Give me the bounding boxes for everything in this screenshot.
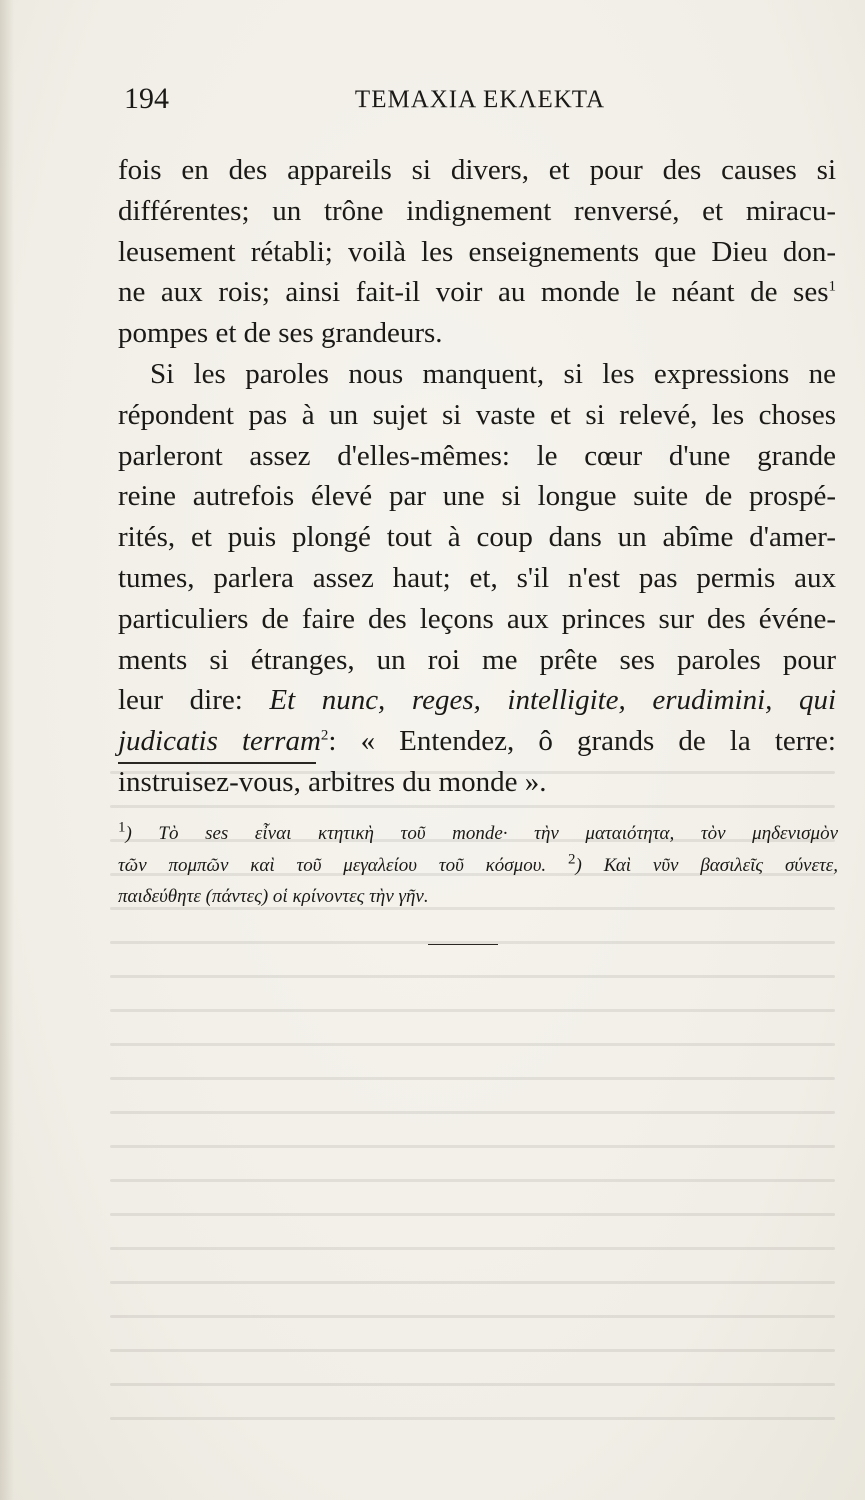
latin-quote: judicatis terram — [118, 725, 321, 758]
footnote-ref: 1 — [828, 278, 836, 295]
page-number: 194 — [124, 82, 169, 115]
footnote-line: παιδεύθητε (πάντες) οἱ κρίνοντες τὴν γῆν. — [118, 886, 429, 907]
text-line: répondent pas à un sujet si vaste et si relevé, les choses — [118, 398, 836, 431]
text-line: instruisez-vous, arbitres du monde ». — [118, 765, 547, 798]
text-segment: ne aux rois; ainsi fait-il voir au monde le néant de ses — [118, 276, 829, 309]
text-line: Si les paroles nous manquent, si les expressions ne — [150, 357, 836, 390]
footnote-line — [118, 850, 838, 882]
text-line: différentes; un trône indignement renversé, et miracu- — [118, 194, 836, 227]
latin-quote: Et nunc, reges, intelligite, erudimini, qui — [269, 684, 837, 717]
body-text — [118, 150, 836, 803]
text-segment: leur dire: — [118, 684, 270, 717]
page-binding-shadow — [0, 0, 14, 1500]
footnote-text: ) Τὸ ses εἶναι κτητικὴ τοῦ monde· τὴν ματαιότητα, τὸν μηδενισμὸν — [125, 823, 838, 844]
footnote-marker: 2 — [568, 851, 576, 868]
text-line: particuliers de faire des leçons aux princes sur des événe- — [118, 602, 836, 635]
text-line: ments si étranges, un roi me prête ses paroles pour — [118, 643, 836, 676]
text-line: leusement rétabli; voilà les enseignements que Dieu don- — [118, 235, 836, 268]
running-title: ΤΕΜΑΧΙΑ ΕΚΛΕΚΤΑ — [354, 86, 606, 113]
page-header — [120, 82, 840, 122]
text-line — [118, 680, 836, 721]
end-divider — [428, 944, 498, 945]
text-line: pompes et de ses grandeurs. — [118, 317, 443, 350]
text-line — [118, 272, 836, 313]
footnote-ref: 2 — [320, 727, 329, 744]
text-line: tumes, parlera assez haut; et, s'il n'est pas permis aux — [118, 561, 836, 594]
text-line: parleront assez d'elles-mêmes: le cœur d'une grande — [118, 439, 836, 472]
footnote-line — [118, 818, 838, 850]
text-line: rités, et puis plongé tout à coup dans un abîme d'amer- — [118, 521, 836, 554]
text-segment: : « Entendez, ô grands de la terre: — [328, 725, 836, 758]
footnotes — [118, 818, 838, 913]
footnote-marker: 1 — [118, 819, 126, 836]
text-line: reine autrefois élevé par une si longue suite de prospé- — [118, 480, 836, 513]
footnote-divider — [118, 762, 316, 764]
footnote-text: τῶν πομπῶν καὶ τοῦ μεγαλείου τοῦ κόσμου. — [118, 854, 547, 876]
footnote-text: ) Καὶ νῦν βασιλεῖς σύνετε, — [575, 854, 838, 876]
text-line — [118, 721, 836, 762]
text-line: fois en des appareils si divers, et pour des causes si — [118, 154, 836, 186]
